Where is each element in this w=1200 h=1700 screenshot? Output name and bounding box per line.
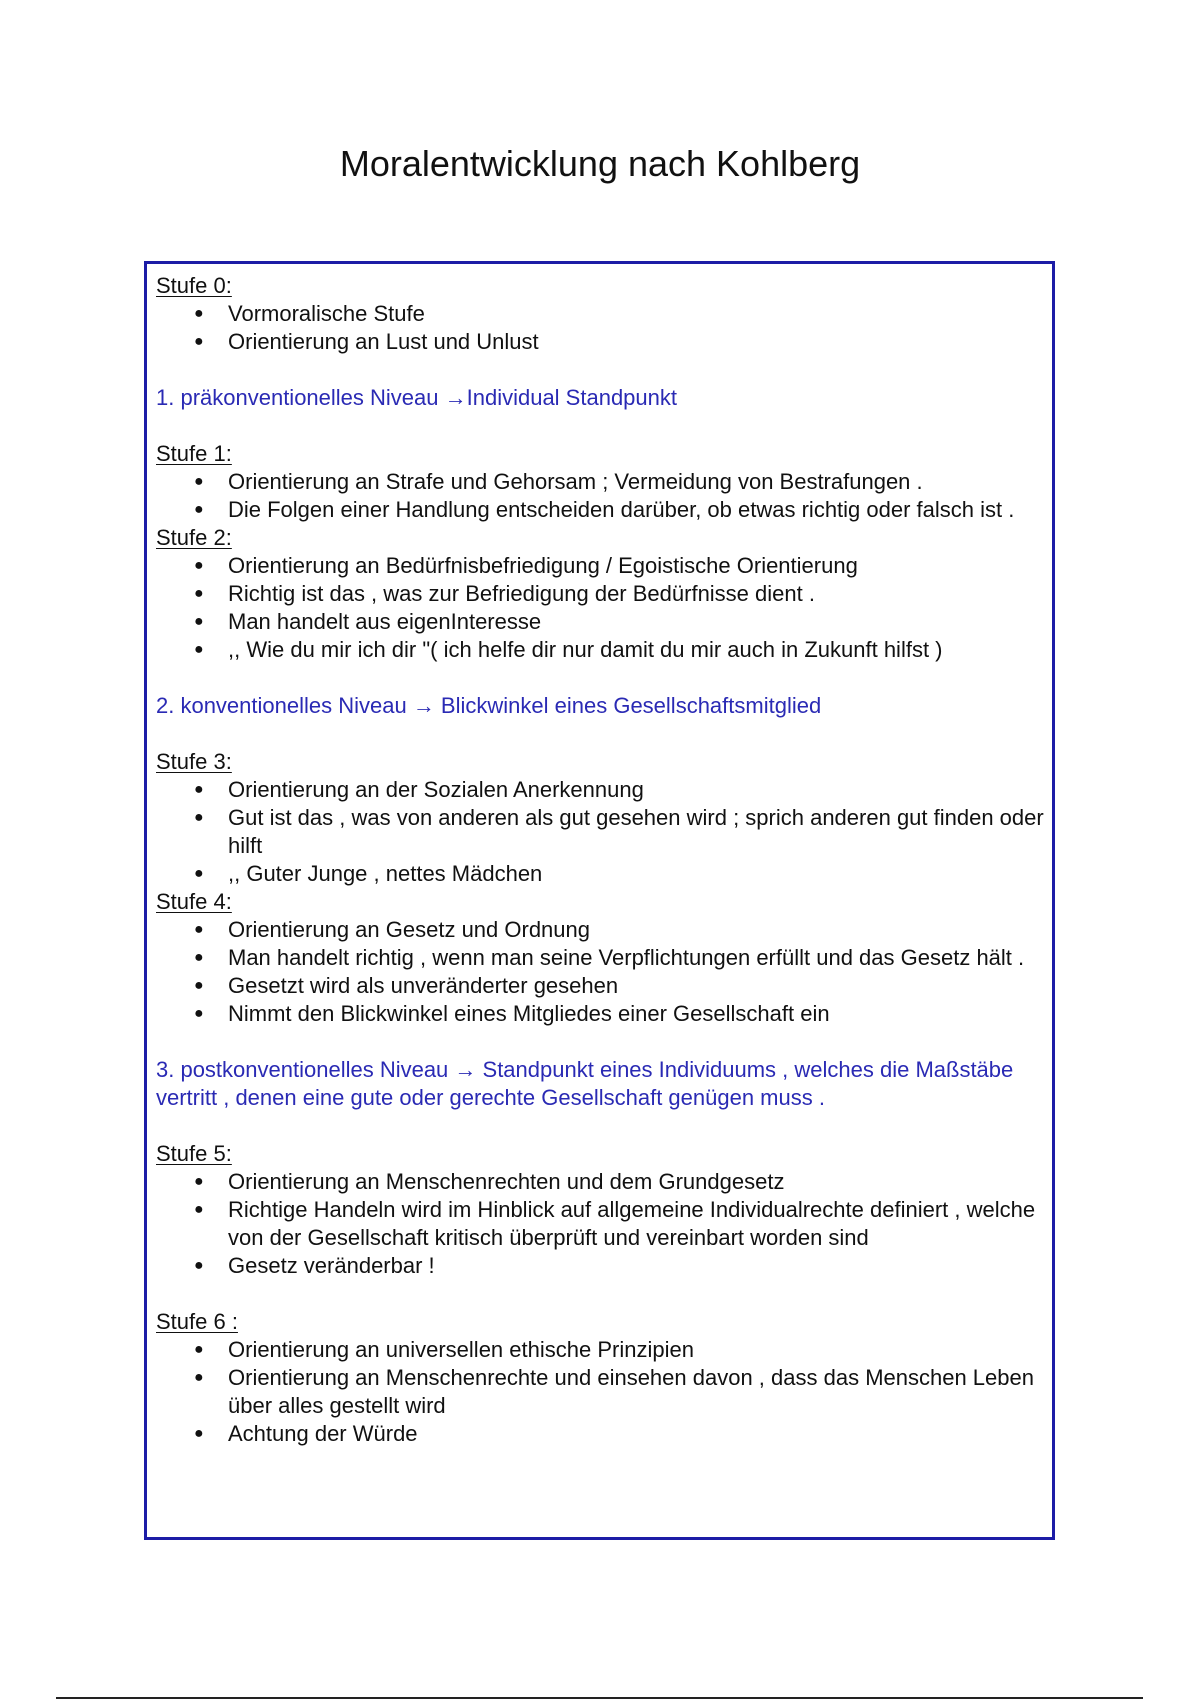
list-item: ● Gesetz veränderbar ! [156,1252,1046,1280]
stage-1-heading: Stufe 1: [156,441,232,466]
level-1-heading: 1. präkonventionelles Niveau →Individual Standpunkt [156,385,677,410]
stage-3-list [156,776,1046,888]
stage-2-list [156,552,1046,664]
stage-4-heading: Stufe 4: [156,889,232,914]
list-item: ● Orientierung an Bedürfnisbefriedigung / Egoistische Orientierung [156,552,1046,580]
footer-divider [56,1697,1143,1699]
list-item: ● Richtig ist das , was zur Befriedigung der Bedürfnisse dient . [156,580,1046,608]
stage-0-list [156,300,1046,356]
list-item: ● Vormoralische Stufe [156,300,1046,328]
list-item: ● Gesetzt wird als unveränderter gesehen [156,972,1046,1000]
stage-2-heading: Stufe 2: [156,525,232,550]
stage-6-list [156,1336,1046,1448]
list-item: ● Achtung der Würde [156,1420,1046,1448]
list-item: ● Man handelt aus eigenInteresse [156,608,1046,636]
list-item: ● Orientierung an Lust und Unlust [156,328,1046,356]
page-title: Moralentwicklung nach Kohlberg [339,143,861,184]
list-item: ● Richtige Handeln wird im Hinblick auf allgemeine Individualrechte definiert , welche von der Gesellschaft kritisch überprüft und vereinbart worden sind [156,1196,1046,1252]
stage-5-list [156,1168,1046,1280]
list-item: ● Orientierung an Strafe und Gehorsam ; Vermeidung von Bestrafungen . [156,468,1046,496]
list-item: ● Orientierung an Menschenrechte und einsehen davon , dass das Menschen Leben über alles gestellt wird [156,1364,1046,1420]
list-item: ● Man handelt richtig , wenn man seine Verpflichtungen erfüllt und das Gesetz hält . [156,944,1046,972]
stage-4-list [156,916,1046,1028]
list-item: ● Orientierung an universellen ethische Prinzipien [156,1336,1046,1364]
stage-1-list [156,468,1046,524]
level-3-heading: 3. postkonventionelles Niveau → Standpunkt eines Individuums , welches die Maßstäbe vertritt , denen eine gute oder gerechte Gesellschaft genügen muss . [156,1057,1014,1110]
list-item: ● ,, Guter Junge , nettes Mädchen [156,860,1046,888]
stage-0-heading: Stufe 0: [156,273,232,298]
list-item: ● Gut ist das , was von anderen als gut gesehen wird ; sprich anderen gut finden oder hilft [156,804,1046,860]
stage-5-heading: Stufe 5: [156,1141,232,1166]
list-item: ● Orientierung an Menschenrechten und dem Grundgesetz [156,1168,1046,1196]
list-item: ● Nimmt den Blickwinkel eines Mitgliedes einer Gesellschaft ein [156,1000,1046,1028]
document-body [156,272,1046,1448]
list-item: ● Orientierung an Gesetz und Ordnung [156,916,1046,944]
level-2-heading: 2. konventionelles Niveau → Blickwinkel eines Gesellschaftsmitglied [156,693,822,718]
list-item: ● Die Folgen einer Handlung entscheiden darüber, ob etwas richtig oder falsch ist . [156,496,1046,524]
list-item: ● ,, Wie du mir ich dir "( ich helfe dir nur damit du mir auch in Zukunft hilfst ) [156,636,1046,664]
stage-6-heading: Stufe 6 : [156,1309,238,1334]
list-item: ● Orientierung an der Sozialen Anerkennung [156,776,1046,804]
stage-3-heading: Stufe 3: [156,749,232,774]
